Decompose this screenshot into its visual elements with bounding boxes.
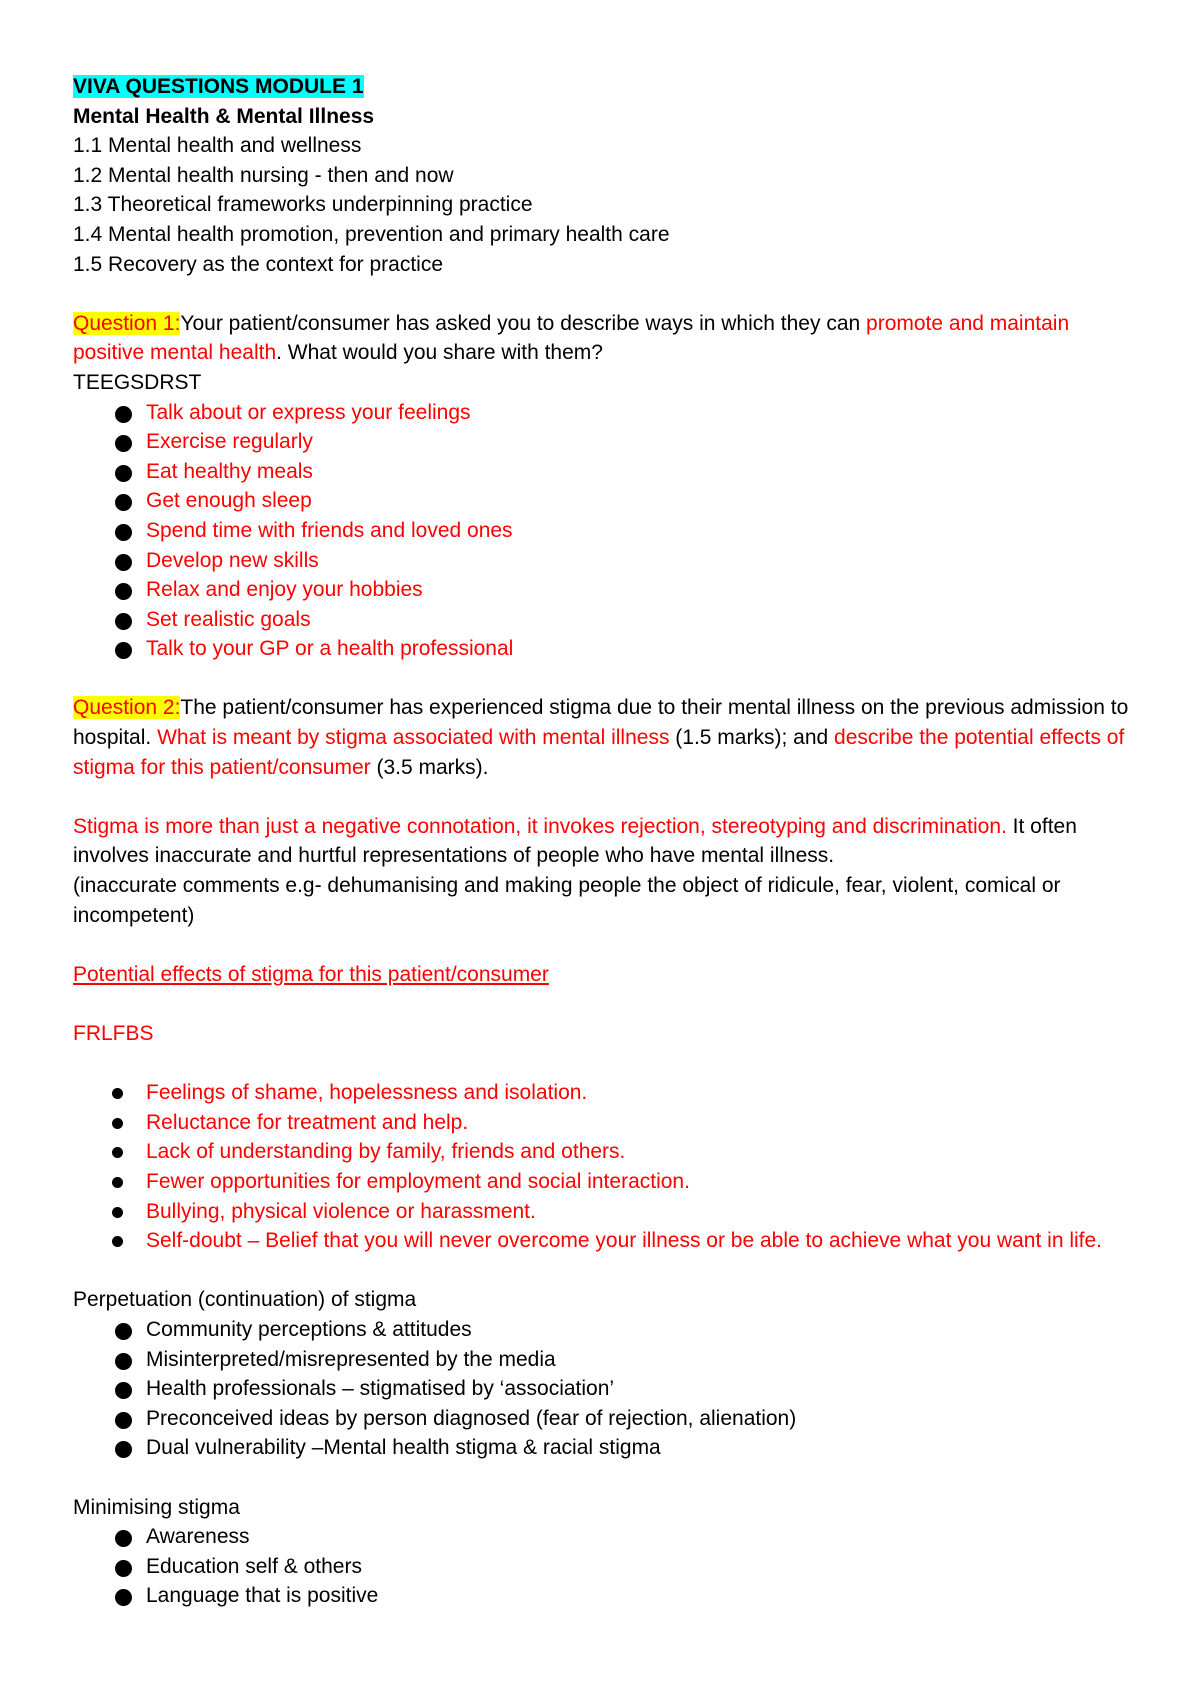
list-item: Talk about or express your feelings: [73, 398, 1143, 428]
list-item: Feelings of shame, hopelessness and isolation.: [73, 1078, 1143, 1108]
topic-item: 1.5 Recovery as the context for practice: [73, 252, 444, 276]
q1-mnemonic: TEEGSDRST: [73, 370, 202, 394]
question-2-label: Question 2:: [73, 696, 181, 720]
document-page: [73, 72, 1143, 1611]
list-item: Dual vulnerability –Mental health stigma & racial stigma: [73, 1433, 1143, 1463]
list-item: Awareness: [73, 1522, 1143, 1552]
list-item: Language that is positive: [73, 1581, 1143, 1611]
effects-heading: Potential effects of stigma for this patient/consumer: [73, 962, 549, 986]
list-item: Eat healthy meals: [73, 457, 1143, 487]
list-item: Health professionals – stigmatised by ‘association’: [73, 1374, 1143, 1404]
list-item: Talk to your GP or a health professional: [73, 634, 1143, 664]
list-item: Develop new skills: [73, 546, 1143, 576]
list-item: Bullying, physical violence or harassment.: [73, 1197, 1143, 1227]
topic-item: 1.2 Mental health nursing - then and now: [73, 163, 454, 187]
list-item: Education self & others: [73, 1552, 1143, 1582]
topic-item: 1.1 Mental health and wellness: [73, 134, 362, 158]
topic-item: 1.4 Mental health promotion, prevention and primary health care: [73, 222, 670, 246]
list-item: Relax and enjoy your hobbies: [73, 575, 1143, 605]
doc-title: VIVA QUESTIONS MODULE 1: [73, 75, 364, 98]
list-item: Spend time with friends and loved ones: [73, 516, 1143, 546]
perpetuation-heading: Perpetuation (continuation) of stigma: [73, 1288, 417, 1312]
list-item: Community perceptions & attitudes: [73, 1315, 1143, 1345]
question-2: Question 2:The patient/consumer has experienced stigma due to their mental illness on the previous admission to hospital. What is meant by stigma associated with mental illness (1.5 marks); and describe the potential effects of stigma for this patient/consumer (3.5 marks).: [73, 696, 1129, 779]
minimising-heading: Minimising stigma: [73, 1495, 240, 1519]
stigma-note: (inaccurate comments e.g- dehumanising and making people the object of ridicule, fear, violent, comical or incompetent): [73, 874, 1061, 927]
q1-answer-list: [73, 398, 1143, 664]
list-item: Lack of understanding by family, friends and others.: [73, 1137, 1143, 1167]
effects-mnemonic: FRLFBS: [73, 1022, 154, 1045]
doc-subtitle: Mental Health & Mental Illness: [73, 104, 375, 128]
list-item: Reluctance for treatment and help.: [73, 1108, 1143, 1138]
list-item: Fewer opportunities for employment and social interaction.: [73, 1167, 1143, 1197]
list-item: Preconceived ideas by person diagnosed (fear of rejection, alienation): [73, 1404, 1143, 1434]
list-item: Misinterpreted/misrepresented by the media: [73, 1345, 1143, 1375]
stigma-definition: Stigma is more than just a negative connotation, it invokes rejection, stereotyping and discrimination. It often involves inaccurate and hurtful representations of people who have mental illness.: [73, 814, 1077, 868]
topic-list: [73, 131, 1143, 279]
minimising-list: [73, 1522, 1143, 1611]
question-1-label: Question 1:: [73, 311, 181, 335]
perpetuation-list: [73, 1315, 1143, 1463]
effects-list: [73, 1078, 1143, 1256]
list-item: Self-doubt – Belief that you will never overcome your illness or be able to achieve what you want in life.: [73, 1226, 1143, 1256]
question-1: Question 1:Your patient/consumer has asked you to describe ways in which they can promote and maintain positive mental health. What would you share with them?: [73, 311, 1070, 365]
list-item: Get enough sleep: [73, 486, 1143, 516]
list-item: Set realistic goals: [73, 605, 1143, 635]
list-item: Exercise regularly: [73, 427, 1143, 457]
topic-item: 1.3 Theoretical frameworks underpinning practice: [73, 193, 533, 217]
